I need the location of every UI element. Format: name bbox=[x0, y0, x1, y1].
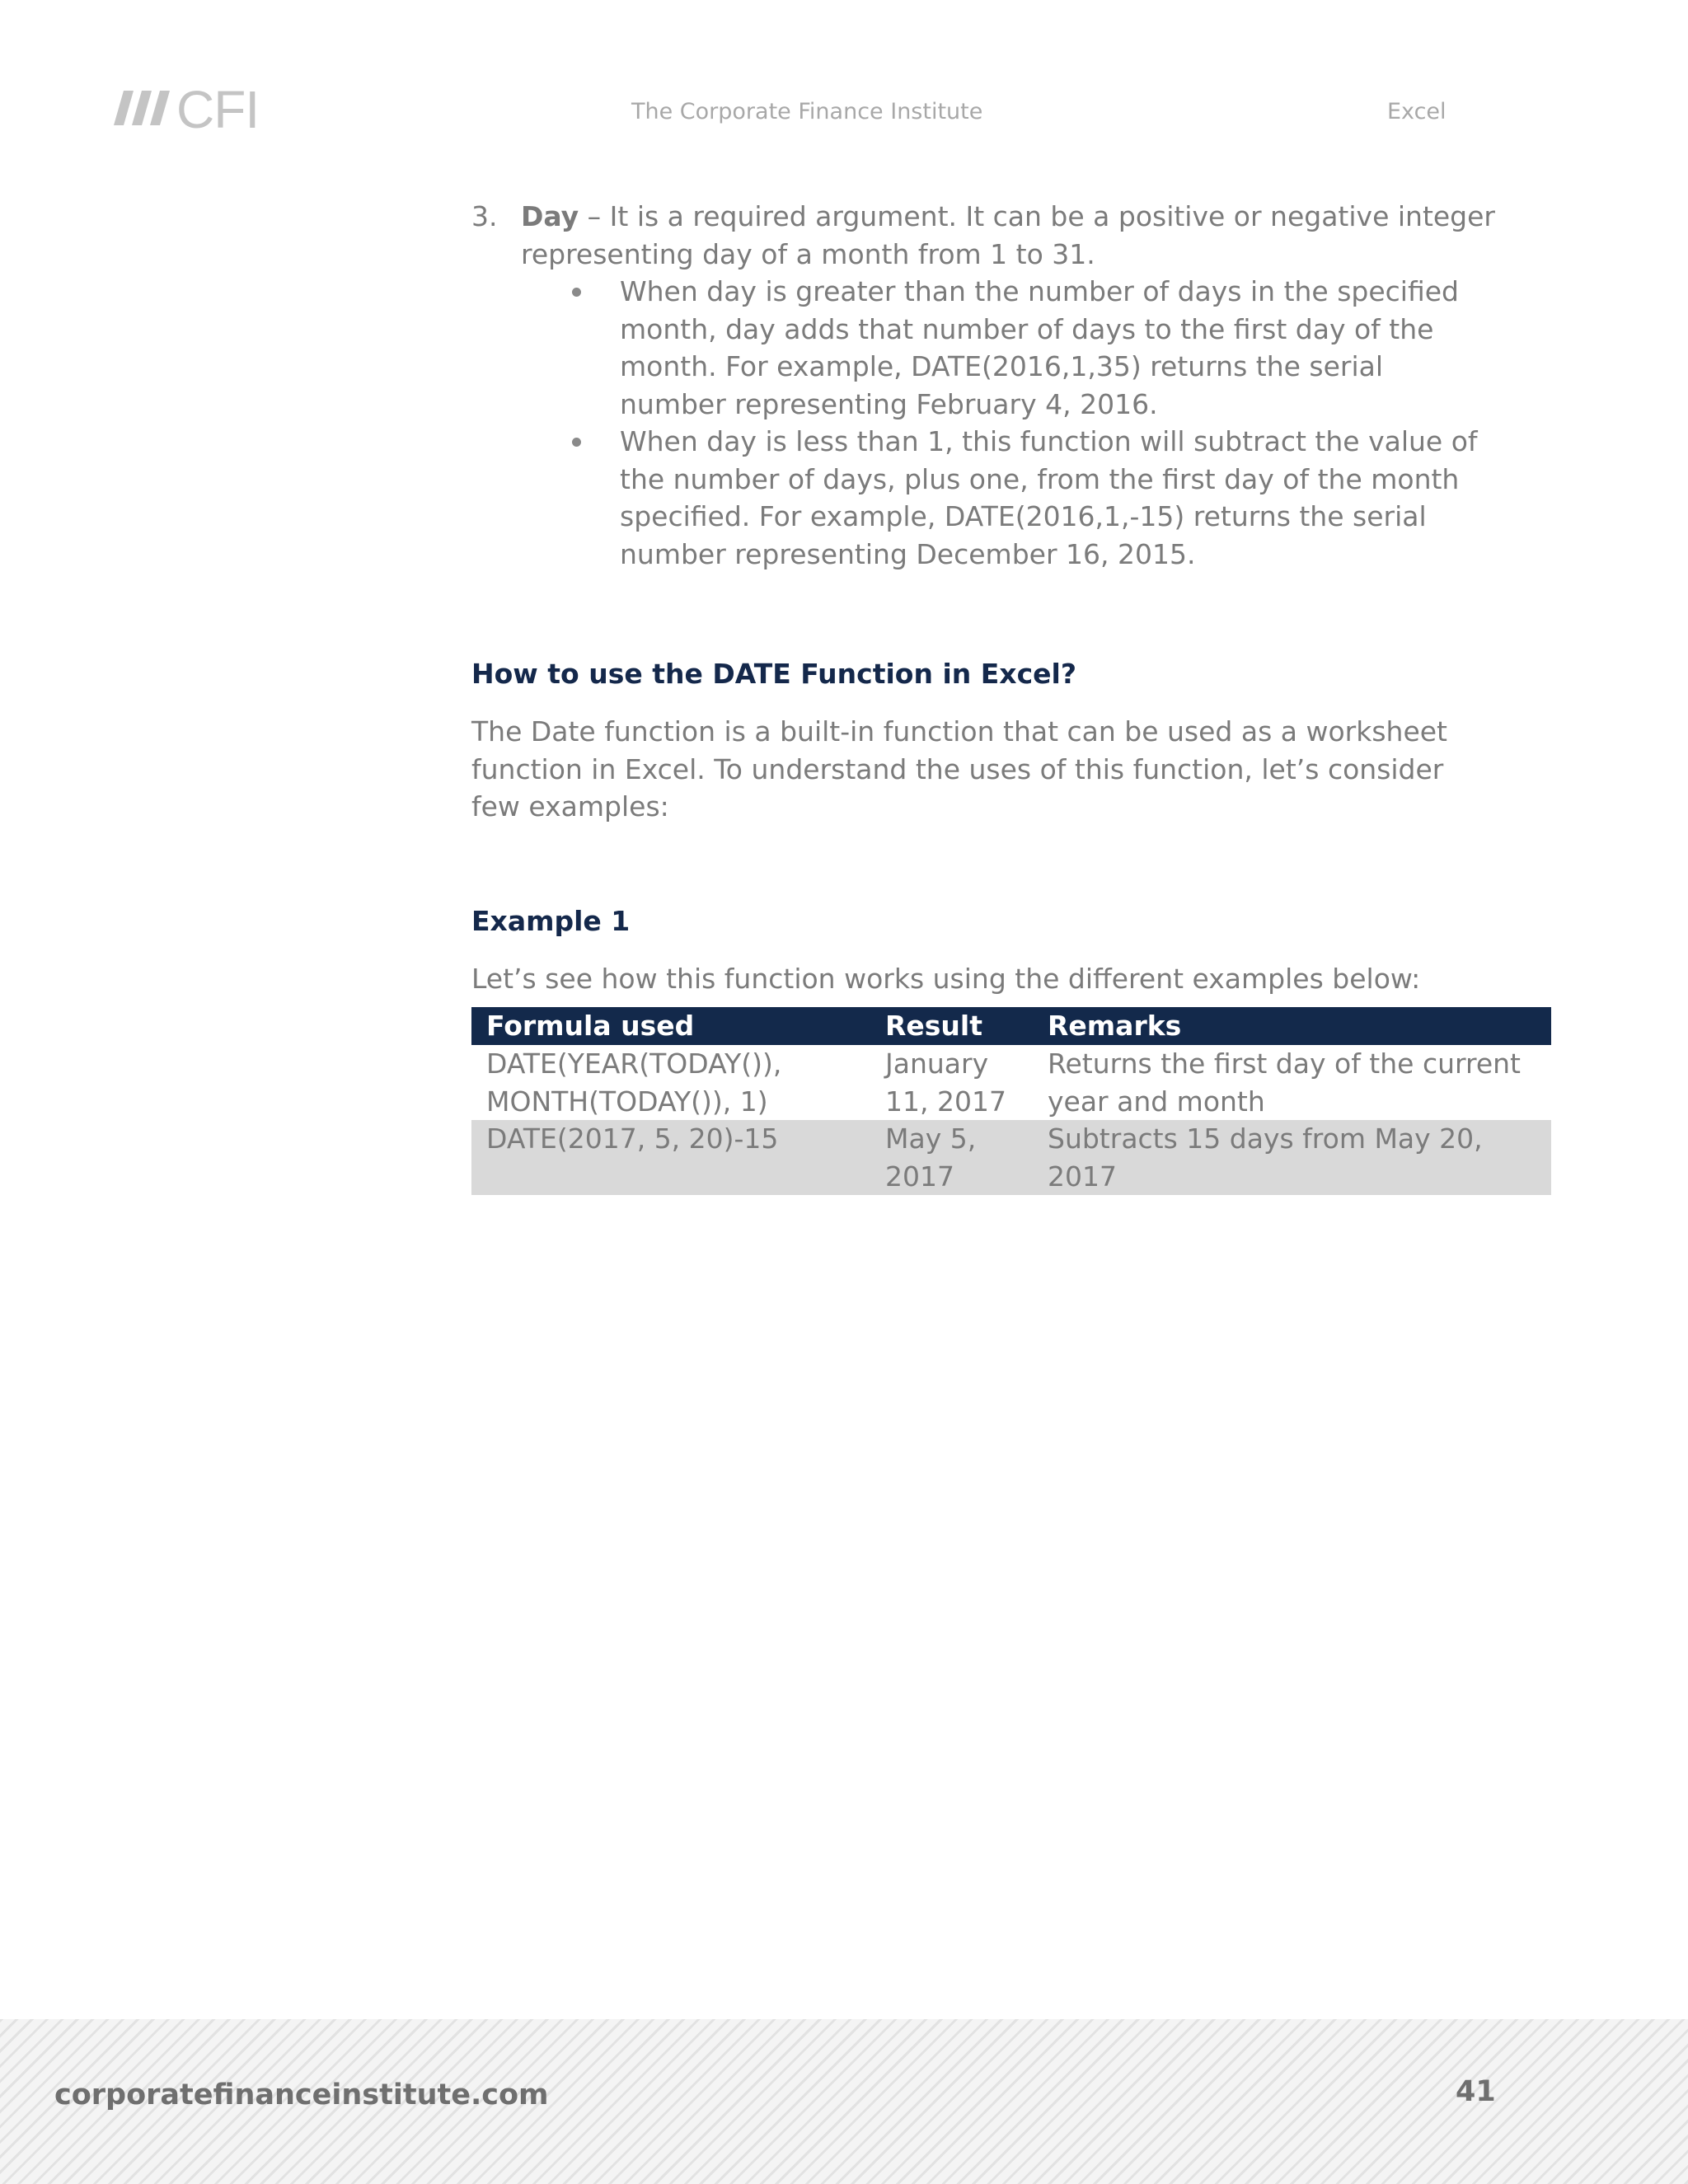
cfi-logo bbox=[114, 82, 270, 140]
table-header-row bbox=[471, 1007, 1551, 1045]
argument-item bbox=[471, 198, 1551, 273]
how-to-paragraph: The Date function is a built-in function that can be used as a worksheet function in Excel. To understand the uses of this function, let’s consider few examples: bbox=[471, 715, 1447, 823]
footer-website-link[interactable]: corporatefinanceinstitute.com bbox=[54, 2079, 549, 2111]
page-number: 41 bbox=[1456, 2075, 1496, 2108]
column-header-formula: Formula used bbox=[471, 1007, 870, 1045]
formula-cell: DATE(YEAR(TODAY()), MONTH(TODAY()), 1) bbox=[486, 1047, 782, 1118]
logo-text: CFI bbox=[176, 80, 260, 139]
argument-name: Day bbox=[521, 200, 579, 232]
page-footer bbox=[0, 2019, 1688, 2184]
bullet-icon bbox=[572, 438, 581, 447]
page-header bbox=[0, 0, 1688, 165]
result-cell: May 5, 2017 bbox=[870, 1120, 1031, 1195]
table-row bbox=[471, 1120, 1551, 1195]
example-heading: Example 1 bbox=[471, 904, 631, 937]
example-intro: Let’s see how this function works using the different examples below: bbox=[471, 962, 1421, 995]
argument-description: – It is a required argument. It can be a positive or negative integer representing day of a month from 1 to 31. bbox=[521, 200, 1496, 270]
examples-table bbox=[471, 1007, 1551, 1195]
remarks-cell: Subtracts 15 days from May 20, 2017 bbox=[1031, 1120, 1551, 1195]
argument-number: 3. bbox=[471, 200, 498, 232]
result-cell: January 11, 2017 bbox=[885, 1047, 1006, 1118]
bullet-item: When day is less than 1, this function will subtract the value of the number of days, plus one, from the first day of the month specified. For example, DATE(2016,1,-15) returns the serial number representing December 16, 2015. bbox=[620, 423, 1493, 573]
header-section: Excel bbox=[1387, 99, 1447, 124]
how-to-heading: How to use the DATE Function in Excel? bbox=[471, 658, 1076, 690]
header-title: The Corporate Finance Institute bbox=[631, 99, 983, 124]
logo-slashes-icon bbox=[114, 82, 173, 132]
formula-cell: DATE(2017, 5, 20)-15 bbox=[471, 1120, 870, 1195]
main-content bbox=[471, 198, 1551, 1195]
column-header-remarks: Remarks bbox=[1031, 1007, 1551, 1045]
column-header-result: Result bbox=[870, 1007, 1031, 1045]
bullet-icon bbox=[572, 288, 581, 297]
remarks-cell: Returns the first day of the current year and month bbox=[1048, 1047, 1521, 1118]
bullet-item: When day is greater than the number of days in the specified month, day adds that number of days to the first day of the month. For example, DATE(2016,1,35) returns the serial number representing February 4, 2016. bbox=[620, 273, 1493, 423]
argument-bullet-list bbox=[471, 273, 1493, 573]
table-row bbox=[471, 1045, 1551, 1120]
